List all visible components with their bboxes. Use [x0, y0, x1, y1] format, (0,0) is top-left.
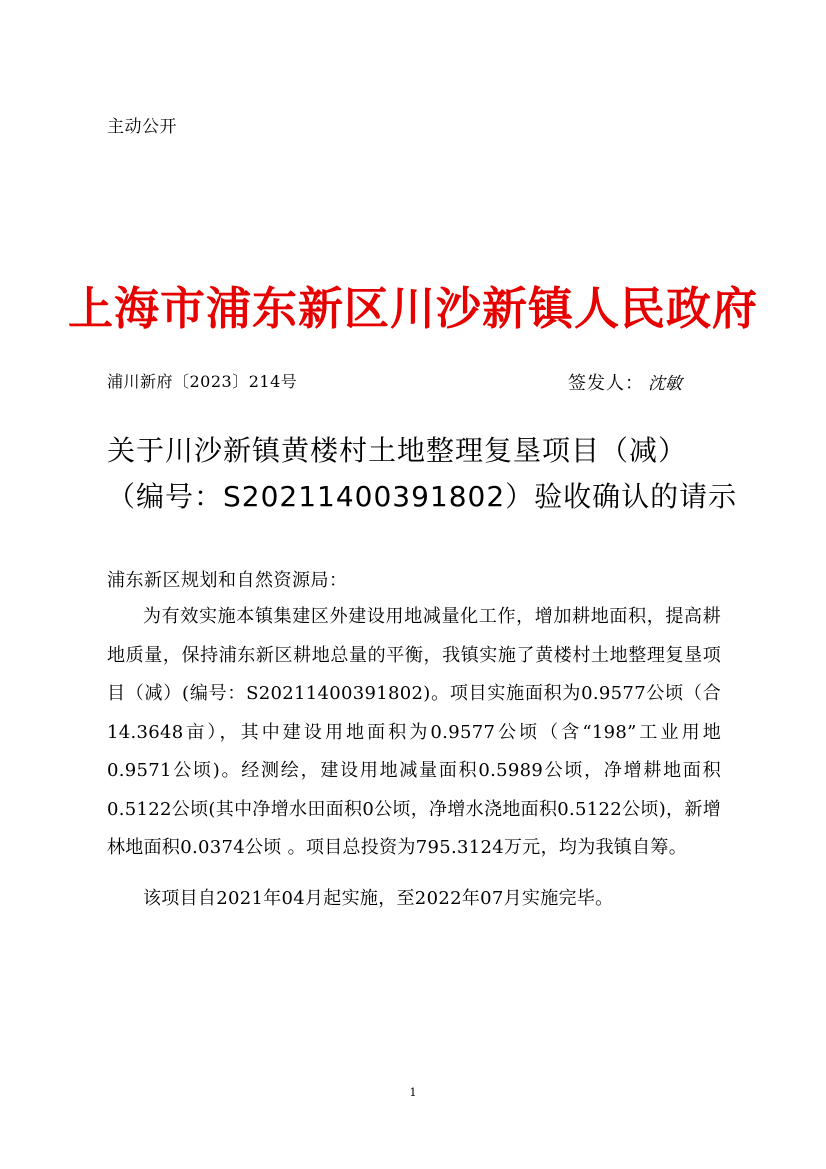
signer-name: 沈敏	[648, 374, 682, 394]
government-masthead-title: 上海市浦东新区川沙新镇人民政府	[67, 282, 758, 335]
signer-block	[568, 369, 682, 395]
signer-label: 签发人：	[568, 373, 644, 394]
subject-line-2: （编号：S20211400391802）验收确认的请示	[107, 480, 738, 513]
body-text	[107, 598, 721, 918]
document-subject	[107, 428, 738, 520]
addressee: 浦东新区规划和自然资源局：	[107, 570, 348, 591]
body-paragraph-1: 为有效实施本镇集建区外建设用地减量化工作，增加耕地面积，提高耕地质量，保持浦东新区耕地总量的平衡，我镇实施了黄楼村土地整理复垦项目（减）(编号：S20211400391802)。项目实施面积为0.9577公顷（合14.3648亩），其中建设用地面积为0.9577公顷（含“198”工业用地0.9571公顷)。经测绘，建设用地减量面积0.5989公顷，净增耕地面积0.5122公顷(其中净增水田面积0公顷，净增水浇地面积0.5122公顷)，新增林地面积0.0374公顷 。项目总投资为795.3124万元，均为我镇自筹。	[107, 606, 721, 858]
document-number: 浦川新府〔2023〕214号	[107, 372, 298, 391]
body-paragraph-2: 该项目自2021年04月起实施，至2022年07月实施完毕。	[143, 887, 614, 909]
subject-line-1: 关于川沙新镇黄楼村土地整理复垦项目（减）	[107, 434, 688, 467]
page-number: 1	[409, 1086, 417, 1099]
disclosure-label: 主动公开	[107, 117, 177, 137]
